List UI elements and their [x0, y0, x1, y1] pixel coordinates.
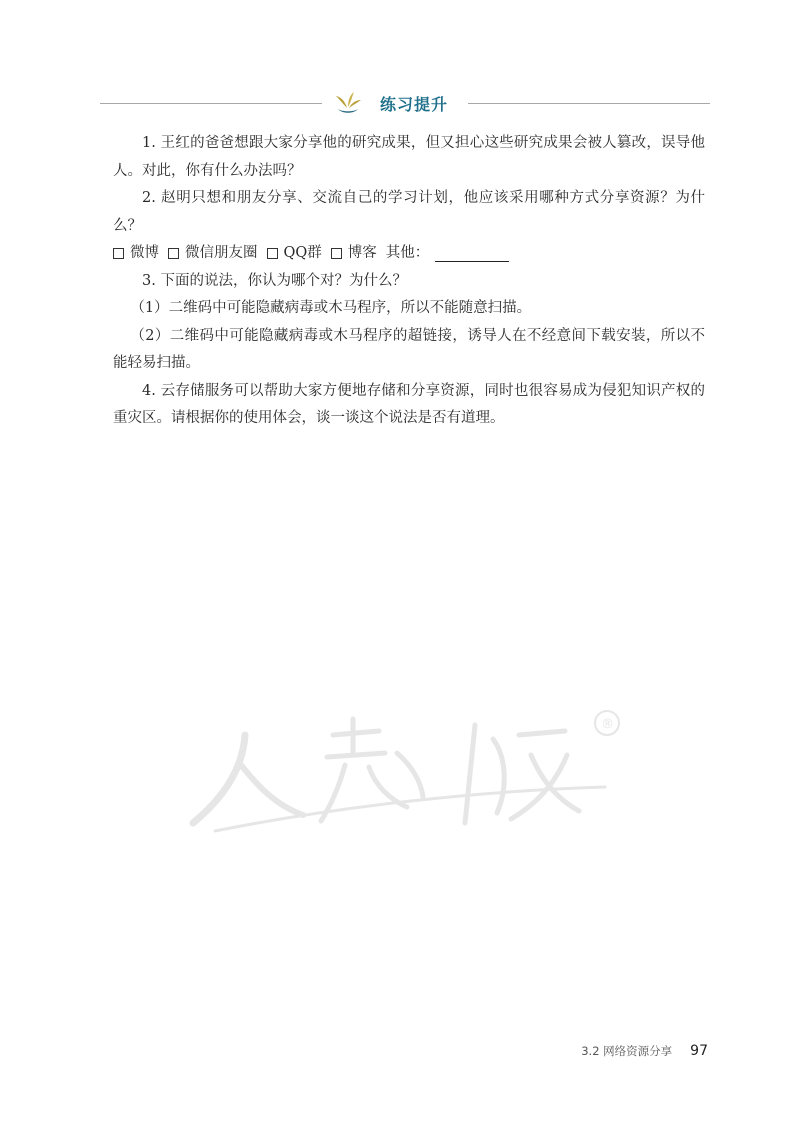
page-number: 97	[690, 1043, 708, 1059]
page-footer	[581, 1043, 708, 1059]
option-weibo[interactable]	[113, 240, 159, 268]
checkbox[interactable]	[113, 248, 124, 259]
option-other-label: 其他：	[385, 245, 430, 261]
registered-mark: ®	[601, 717, 614, 732]
header-divider-right	[468, 103, 710, 104]
publisher-watermark	[175, 695, 635, 845]
question-2-options	[113, 240, 705, 268]
question-3-statement-1: （1）二维码中可能隐藏病毒或木马程序，所以不能随意扫描。	[130, 300, 532, 316]
option-blog[interactable]	[331, 240, 377, 268]
section-title: 练习提升	[380, 95, 449, 114]
section-header	[100, 86, 710, 122]
checkbox[interactable]	[267, 248, 278, 259]
checkbox[interactable]	[331, 248, 342, 259]
option-other	[386, 240, 510, 268]
option-label: 博客	[347, 245, 377, 261]
option-qq-group[interactable]	[267, 240, 322, 268]
header-divider-left	[100, 103, 322, 104]
exercise-content	[113, 130, 705, 433]
question-1: 1. 王红的爸爸想跟大家分享他的研究成果，但又担心这些研究成果会被人篡改，误导他人。对此，你有什么办法吗？	[113, 135, 705, 179]
option-wechat-moments[interactable]	[168, 240, 258, 268]
question-4: 4. 云存储服务可以帮助大家方便地存储和分享资源，同时也很容易成为侵犯知识产权的重灾区。请根据你的使用体会，谈一谈这个说法是否有道理。	[113, 382, 705, 426]
answer-blank[interactable]	[435, 245, 509, 262]
option-label: 微博	[130, 245, 159, 261]
question-3-statement-2: （2）二维码中可能隐藏病毒或木马程序的超链接，诱导人在不经意间下载安装，所以不能轻易扫描。	[113, 327, 705, 371]
option-label: 微信朋友圈	[185, 245, 258, 261]
sprout-icon	[332, 88, 364, 120]
checkbox[interactable]	[168, 248, 179, 259]
option-label: QQ群	[283, 245, 322, 261]
question-3: 3. 下面的说法，你认为哪个对？为什么？	[142, 272, 407, 289]
question-2: 2. 赵明只想和朋友分享、交流自己的学习计划，他应该采用哪种方式分享资源？为什么？	[113, 190, 705, 234]
footer-section-label: 3.2 网络资源分享	[581, 1044, 673, 1058]
